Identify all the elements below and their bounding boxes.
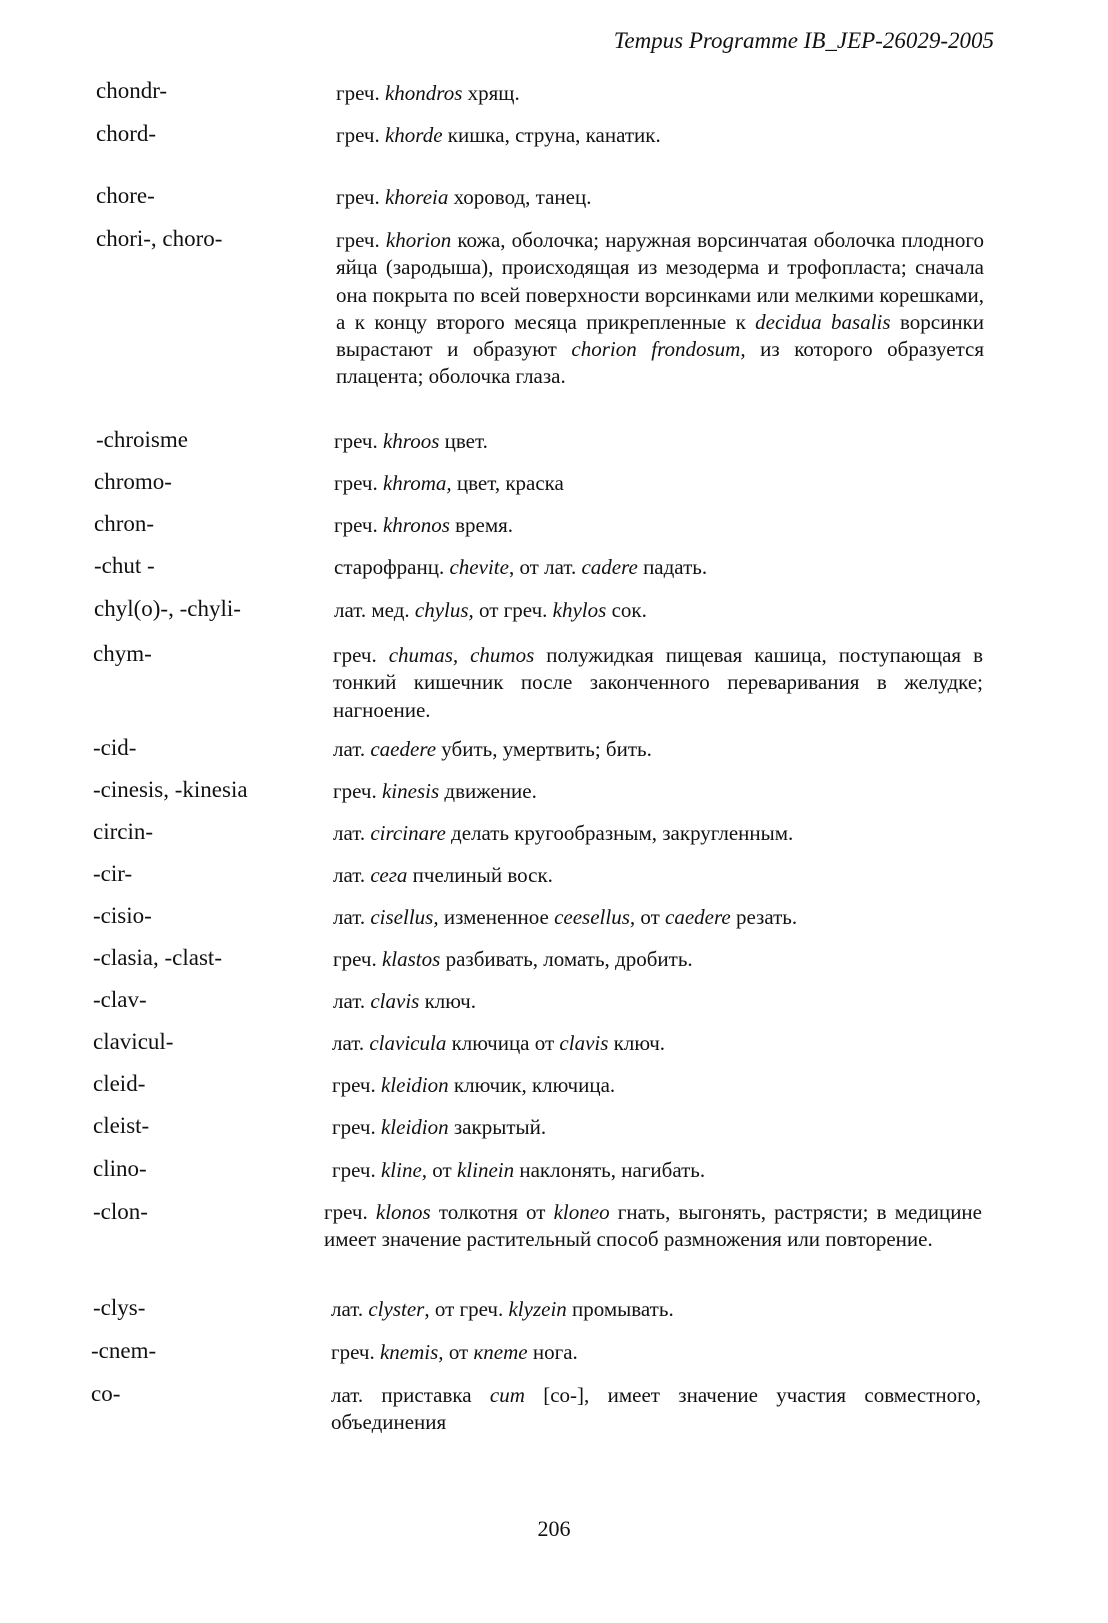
definition-text: измененное	[438, 905, 555, 929]
entry-term: -clys-	[93, 1295, 146, 1320]
definition-text: гнать, выгонять, растрясти; в медицине имеет значение растительный способ размножения или повторение.	[324, 1200, 982, 1252]
entry-term: chromo-	[94, 469, 172, 494]
entry-definition	[333, 988, 983, 1015]
definition-text: ключ.	[608, 1031, 666, 1055]
definition-text: от	[443, 1340, 474, 1364]
entry-term: -cinesis, -kinesia	[93, 777, 248, 802]
latin-term: cisellus,	[370, 905, 439, 929]
entry-term: co-	[91, 1381, 121, 1406]
definition-text: греч.	[333, 779, 382, 803]
definition-text: делать кругообразным, закругленным.	[445, 821, 794, 845]
latin-term: clavis	[370, 989, 420, 1013]
definition-text: греч.	[334, 513, 383, 537]
entry-term: chord-	[96, 121, 157, 146]
definition-text: греч.	[336, 228, 386, 252]
definition-text: ключик, ключица.	[448, 1073, 616, 1097]
entry-term: chym-	[93, 641, 152, 666]
latin-term: khorion	[385, 228, 452, 252]
entry-term: -chut -	[94, 553, 155, 578]
entry-term: clino-	[93, 1156, 147, 1181]
latin-term: кпеme	[473, 1340, 528, 1364]
definition-text: ворсинки вырастают и образуют	[336, 309, 984, 362]
latin-term: klonos	[375, 1200, 431, 1224]
entry-term: -cisio-	[93, 903, 152, 928]
definition-text: лат.	[333, 863, 371, 887]
definition-text: сок.	[606, 598, 647, 622]
latin-term: khylos	[552, 598, 607, 622]
definition-text: цвет.	[439, 429, 488, 453]
entry-definition	[334, 470, 984, 497]
entry-definition	[336, 227, 984, 391]
definition-text: полужидкая пищевая кашица, поступающая в тонкий кишечник после законченного переваривания в желудке; нагноение.	[333, 643, 983, 722]
entry-term: -clav-	[93, 987, 147, 1012]
definition-text: греч.	[336, 81, 385, 105]
latin-term: kinesis	[381, 779, 440, 803]
definition-text: лат.	[333, 905, 371, 929]
entry-definition	[333, 820, 983, 847]
latin-term: kloneo	[553, 1200, 610, 1224]
entry-definition	[334, 512, 984, 539]
entry-term: circin-	[93, 819, 154, 844]
entry-term: chondr-	[96, 78, 168, 103]
entry-definition	[331, 1296, 981, 1323]
latin-term: chorion frondosum,	[571, 337, 746, 362]
latin-term: decidua basalis	[755, 309, 891, 334]
latin-term: knemis,	[379, 1340, 444, 1364]
entry-definition	[336, 184, 984, 211]
definition-text: , от лат.	[508, 555, 582, 579]
definition-text: лат.	[332, 1031, 370, 1055]
entry-definition	[333, 736, 983, 763]
entry-term: cleid-	[93, 1071, 146, 1096]
definition-text: кожа, оболочка; наружная ворсинчатая оболочка плодного яйца (зародыша), происходящая из мезодерма и трофопласта; сначала она покрыта по всей поверхности ворсинками или мелкими корешками, а к концу второго месяца прикрепленные к	[336, 228, 984, 334]
definition-text: толкотня от	[430, 1200, 554, 1224]
definition-text: лат. приставка	[331, 1383, 490, 1407]
latin-term: chylus,	[414, 598, 474, 622]
definition-text: греч.	[333, 947, 382, 971]
entry-definition	[324, 1199, 982, 1254]
definition-text: хоровод, танец.	[448, 185, 592, 209]
entry-term: chori-, choro-	[96, 226, 223, 251]
definition-text: старофранц.	[334, 555, 450, 579]
latin-term: chevite	[449, 555, 509, 579]
definition-text: греч.	[332, 1073, 381, 1097]
latin-term: clavicula	[369, 1031, 447, 1055]
latin-term: caedere	[370, 737, 437, 761]
definition-text: [co-], имеет значение участия совместного, объединения	[331, 1383, 981, 1435]
latin-term: kleidion	[380, 1073, 449, 1097]
entry-definition	[333, 862, 983, 889]
definition-text: греч.	[336, 123, 385, 147]
entry-definition	[332, 1072, 982, 1099]
entry-definition	[332, 1157, 982, 1184]
entry-term: cleist-	[93, 1113, 150, 1138]
latin-term: kline,	[380, 1158, 428, 1182]
latin-term: kleidion	[380, 1115, 449, 1139]
entry-term: -clasia, -clast-	[93, 945, 222, 970]
entry-term: -clon-	[93, 1199, 148, 1224]
entry-definition	[332, 1114, 982, 1141]
latin-term: circinare	[370, 821, 446, 845]
definition-text: лат. мед.	[334, 598, 415, 622]
definition-text: лат.	[333, 737, 371, 761]
definition-text: лат.	[333, 821, 371, 845]
definition-text: время.	[449, 513, 514, 537]
definition-text: убить, умертвить; бить.	[436, 737, 652, 761]
latin-term: klastos	[381, 947, 441, 971]
entry-term: chore-	[96, 183, 155, 208]
entry-definition	[336, 80, 984, 107]
definition-text: кишка, струна, канатик.	[442, 123, 661, 147]
latin-term: cadere	[581, 555, 638, 579]
definition-text: пчелиный воск.	[407, 863, 553, 887]
latin-term: caedere	[665, 905, 731, 929]
definition-text: из которого образуется плацента; оболочка глаза.	[336, 337, 984, 389]
definition-text: греч.	[333, 643, 389, 667]
latin-term: khronos	[382, 513, 450, 537]
definition-text: , от греч.	[424, 1297, 509, 1321]
latin-term: сега	[370, 863, 408, 887]
latin-term: clyster	[368, 1297, 425, 1321]
entry-definition	[333, 778, 983, 805]
definition-text: греч.	[324, 1200, 376, 1224]
definition-text: греч.	[336, 185, 385, 209]
entry-definition	[336, 122, 984, 149]
latin-term: khorde	[384, 123, 443, 147]
definition-text: падать.	[637, 555, 708, 579]
definition-text: лат.	[331, 1297, 369, 1321]
entry-definition	[331, 1339, 981, 1366]
latin-term: chumas, chumos	[388, 643, 535, 667]
entry-term: chyl(o)-, -chyli-	[94, 596, 241, 621]
definition-text: греч.	[332, 1115, 381, 1139]
definition-text: ключ.	[419, 989, 476, 1013]
latin-term: clavis	[559, 1031, 609, 1055]
page-number: 206	[537, 1516, 571, 1541]
entry-term: -cid-	[93, 735, 137, 760]
definition-text: нога.	[527, 1340, 578, 1364]
entry-definition	[333, 904, 983, 931]
latin-term: klyzein	[508, 1297, 567, 1321]
page-header: Tempus Programme IB_JEP-26029-2005	[613, 28, 994, 53]
latin-term: klinein	[456, 1158, 515, 1182]
definition-text: от	[427, 1158, 457, 1182]
entry-definition	[333, 642, 983, 724]
definition-text: греч.	[331, 1340, 380, 1364]
latin-term: ceesellus,	[554, 905, 636, 929]
definition-text: разбивать, ломать, дробить.	[440, 947, 693, 971]
latin-term: khroos	[382, 429, 440, 453]
entry-term: chron-	[94, 511, 155, 536]
definition-text: закрытый.	[448, 1115, 547, 1139]
definition-text: греч.	[334, 471, 383, 495]
definition-text: движение.	[439, 779, 537, 803]
entry-term: -chroisme	[96, 427, 188, 452]
definition-text: промывать.	[566, 1297, 674, 1321]
entry-definition	[331, 1382, 981, 1437]
definition-text: лат.	[333, 989, 371, 1013]
definition-text: ключица от	[446, 1031, 560, 1055]
entry-term: clavicul-	[93, 1029, 174, 1054]
latin-term: khondros	[384, 81, 463, 105]
latin-term: cum	[489, 1383, 525, 1407]
definition-text: от греч.	[473, 598, 553, 622]
definition-text: от	[635, 905, 666, 929]
entry-term: -cir-	[93, 861, 133, 886]
entry-definition	[333, 946, 983, 973]
latin-term: khroma,	[382, 471, 452, 495]
entry-definition	[332, 1030, 982, 1057]
definition-text: греч.	[332, 1158, 381, 1182]
definition-text: наклонять, нагибать.	[514, 1158, 706, 1182]
definition-text: резать.	[730, 905, 798, 929]
definition-text: греч.	[334, 429, 383, 453]
entry-definition	[334, 428, 984, 455]
entry-definition	[334, 554, 984, 581]
entry-definition	[334, 597, 984, 624]
definition-text: цвет, краска	[451, 471, 564, 495]
latin-term: khoreia	[384, 185, 449, 209]
definition-text: хрящ.	[462, 81, 520, 105]
entry-term: -cnem-	[91, 1338, 157, 1363]
